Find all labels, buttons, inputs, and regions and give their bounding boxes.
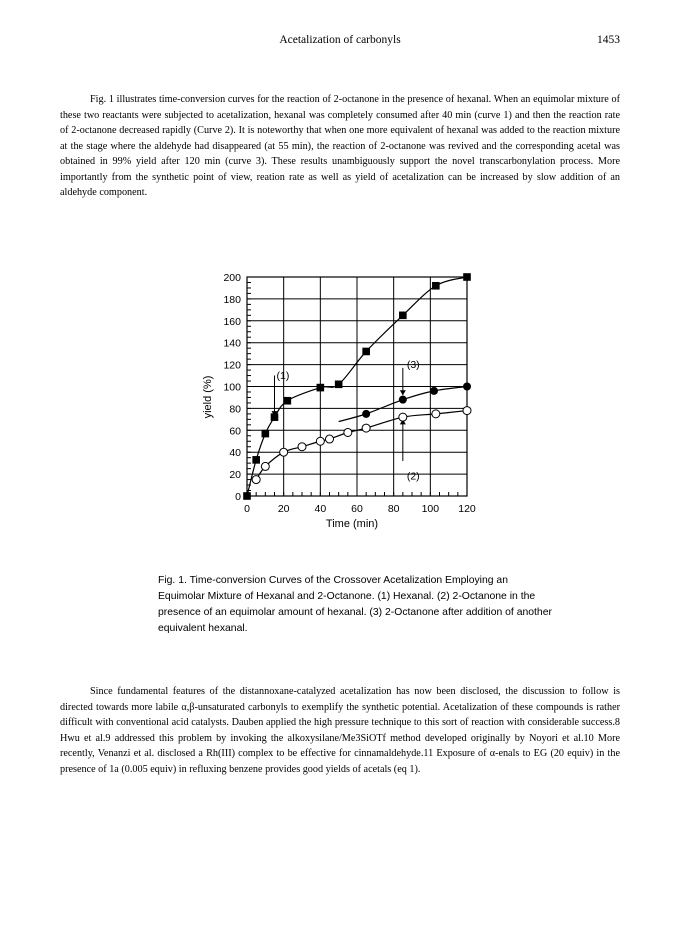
y-tick-label: 160 (223, 315, 241, 328)
x-tick-label: 40 (314, 503, 327, 515)
curve-annotations (277, 359, 420, 483)
running-title: Acetalization of carbonyls (279, 34, 401, 46)
square-data-point (317, 384, 325, 392)
x-tick-label: 120 (458, 503, 476, 515)
y-tick-label: 100 (223, 381, 241, 394)
curve-annotation-3: (3) (406, 358, 420, 371)
tick-labels (223, 272, 475, 515)
page-number: 1453 (597, 34, 620, 46)
x-tick-label: 100 (421, 503, 440, 515)
square-data-point (271, 413, 279, 421)
open-circle-data-point (463, 407, 471, 415)
square-data-point (399, 312, 407, 320)
y-tick-label: 80 (229, 403, 241, 416)
body-paragraph-1 (60, 92, 620, 201)
y-tick-label: 140 (223, 337, 241, 350)
x-tick-label: 80 (387, 503, 400, 515)
open-circle-data-point (252, 476, 260, 484)
open-circle-data-point (432, 410, 440, 418)
chart-grid (247, 277, 467, 496)
running-header (0, 34, 680, 52)
open-circle-data-point (316, 437, 324, 445)
open-circle-data-point (344, 428, 352, 436)
square-data-point (243, 492, 251, 500)
square-data-point (362, 348, 370, 356)
time-conversion-chart (195, 262, 495, 537)
square-data-point (252, 456, 260, 464)
square-data-point (463, 273, 471, 281)
x-tick-label: 0 (244, 503, 250, 515)
open-circle-data-point (326, 435, 334, 443)
y-tick-label: 0 (235, 491, 241, 503)
y-tick-label: 60 (229, 425, 241, 438)
open-circle-data-point (280, 448, 288, 456)
x-tick-label: 60 (351, 503, 363, 515)
x-axis-label: Time (min) (325, 518, 379, 530)
square-data-point (262, 430, 270, 438)
y-tick-label: 120 (223, 359, 241, 372)
arrow-curve-3-head (400, 390, 406, 395)
y-tick-label: 40 (229, 447, 241, 460)
y-tick-label: 200 (223, 272, 241, 284)
filled-circle-data-point (362, 410, 370, 418)
paragraph-text: Since fundamental features of the distannoxane-catalyzed acetalization has now been disclosed, the discussion to follow is directed towards more labile α,β-unsaturated carbonyls to exemplify the synthetic potential. Acetalization of these compounds is rather difficult with conventional acid catalysts. Dauben applied the high pressure technique to this sort of reaction with considerable success.8 Hwu et al.9 addressed this problem by invoking the alkoxysilane/Me3SiOTf method developed originally by Noyori et al.10 More recently, Venanzi et al. disclosed a Rh(III) complex to be effective for cinnamaldehyde.11 Exposure of α-enals to EG (20 equiv) in the presence of 1a (0.005 equiv) in refluxing benzene provides good yields of acetals (eq 1). (60, 686, 620, 775)
filled-circle-data-point (399, 396, 407, 404)
curve-line (256, 411, 467, 480)
open-circle-data-point (261, 462, 269, 470)
square-data-point (284, 397, 292, 405)
open-circle-data-point (298, 443, 306, 451)
y-tick-label: 180 (223, 293, 241, 306)
open-circle-data-point (362, 424, 370, 432)
open-circle-data-point (399, 413, 407, 421)
curve-annotation-2: (2) (406, 470, 420, 483)
figure-caption: Fig. 1. Time-conversion Curves of the Crossover Acetalization Employing an Equimolar Mixture of Hexanal and 2-Octanone. (1) Hexanal. (2) 2-Octanone in the presence of an equimolar amount of hexanal. (3) 2-Octanone after addition of another equivalent hexanal. (158, 575, 552, 634)
y-tick-label: 20 (229, 469, 241, 482)
filled-circle-data-point (463, 383, 471, 391)
paragraph-text: Fig. 1 illustrates time-conversion curves for the reaction of 2-octanone in the presence of hexanal. When an equimolar mixture of these two reactants were subjected to acetalization, hexanal was completely consumed after 40 min (curve 1) and then the reaction rate of 2-octanone decreased rapidly (Curve 2). It is noteworthy that when one more equivalent of hexanal was added to the reaction mixture at the stage where the aldehyde had disappeared (at 55 min), the reaction of 2-octanone was revived and the corresponding acetal was obtained in 99% yield after 120 min (curve 3). These results unambiguously support the novel transcarbonylation process. More importantly from the synthetic point of view, reation rate as well as yield of acetalization can be increased by slow addition of an aldehyde component. (60, 94, 620, 198)
filled-circle-data-point (430, 387, 438, 395)
square-data-point (335, 381, 343, 389)
body-paragraph-2 (60, 684, 620, 777)
x-tick-label: 20 (277, 503, 290, 515)
curve-annotation-1: (1) (276, 369, 290, 382)
y-axis-label: yield (%) (202, 375, 214, 419)
square-data-point (432, 282, 440, 290)
